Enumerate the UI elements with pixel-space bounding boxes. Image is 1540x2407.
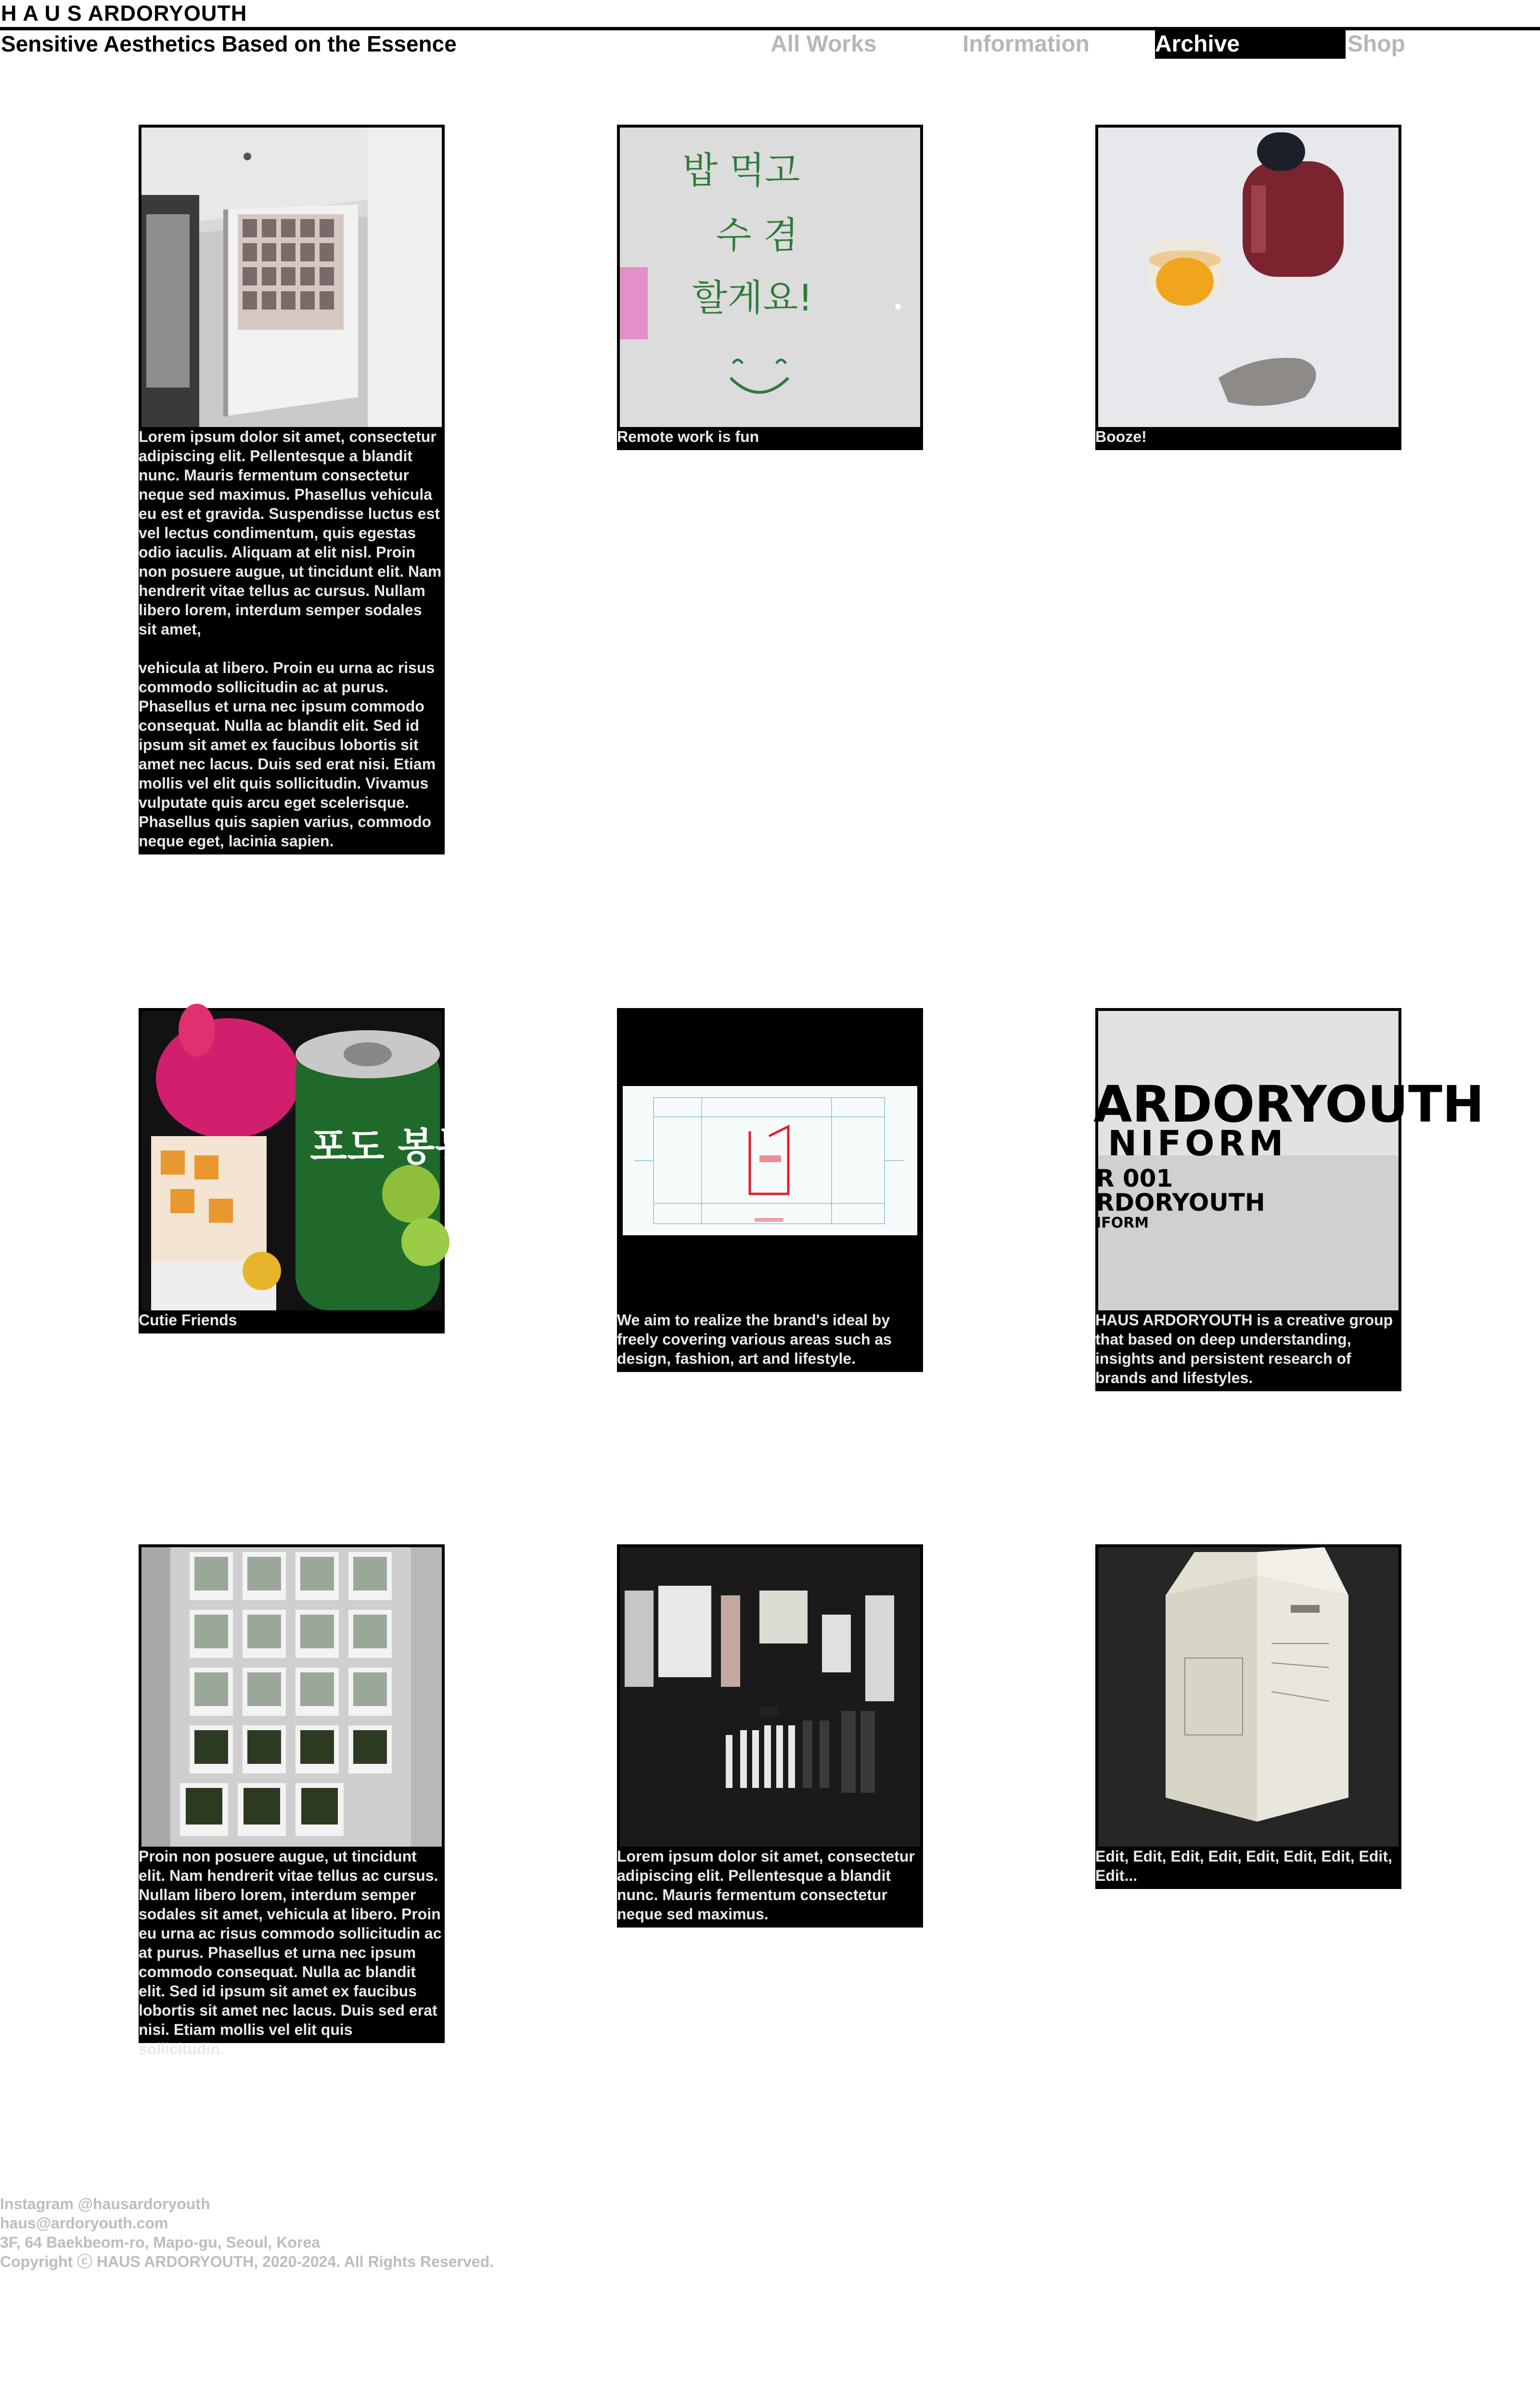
caption-paragraph: Proin non posuere augue, ut tincidunt elit. Nam hendrerit vitae tellus ac cursus. Nullam libero lorem, interdum semper sodales sit amet, vehicula at libero. Proin eu urna ac risus commodo sollicitudin ac at purus. Phasellus et urna nec ipsum commodo consequat. Nulla ac blandit elit. Sed id ipsum sit amet ex faucibus lobortis sit amet nec lacus. Duis sed erat nisi. Etiam mollis vel elit quis sollicitudin.: [139, 1848, 442, 2058]
poster-line-4: RDORYOUTH: [1096, 1189, 1265, 1216]
poster-line-2: NIFORM: [1108, 1123, 1287, 1164]
plush-and-can-photo: [141, 1011, 472, 1310]
handwritten-note-photo: [620, 128, 920, 427]
caption-paragraph: Edit, Edit, Edit, Edit, Edit, Edit, Edit, Edit, Edit...: [1095, 1848, 1392, 1884]
nav-archive[interactable]: Archive: [1155, 30, 1346, 59]
archive-card-3[interactable]: [1095, 125, 1401, 450]
card-caption: [1095, 1310, 1399, 1387]
card-caption: [617, 427, 920, 446]
email-link[interactable]: haus@ardoryouth.com: [0, 2214, 168, 2232]
card-caption: [1095, 1847, 1399, 1885]
card-caption: [139, 1310, 442, 1330]
nav-information[interactable]: Information: [962, 31, 1090, 57]
stationery-flatlay-photo: [620, 1547, 920, 1847]
poster-line-5: IFORM: [1096, 1215, 1149, 1231]
archive-card-8[interactable]: [617, 1544, 923, 1928]
slide-sheet-photo: [141, 1547, 442, 1847]
caption-paragraph: We aim to realize the brand's ideal by freely covering various areas such as design, fashion, art and lifestyle.: [617, 1311, 892, 1367]
archive-card-2[interactable]: [617, 125, 923, 450]
address-text: 3F, 64 Baekbeom-ro, Mapo-gu, Seoul, Korea: [0, 2234, 321, 2251]
nav-shop[interactable]: Shop: [1348, 31, 1405, 57]
instagram-link[interactable]: Instagram @hausardoryouth: [0, 2195, 210, 2213]
caption-paragraph: Remote work is fun: [617, 428, 759, 445]
caption-paragraph: vehicula at libero. Proin eu urna ac risus commodo sollicitudin ac at purus. Phasellus et urna nec ipsum commodo consequat. Nulla ac blandit elit. Sed id ipsum sit amet ex faucibus lobortis sit amet nec lacus. Duis sed erat nisi. Etiam mollis vel elit quis sollicitudin. Vivamus vulputate quis arcu eget scelerisque. Phasellus quis sapien varius, commodo neque eget, lacinia sapien.: [139, 659, 436, 850]
caption-paragraph: Lorem ipsum dolor sit amet, consectetur adipiscing elit. Pellentesque a blandit nunc. Mauris fermentum consectetur neque sed maximus. Phasellus vehicula eu est et gravida. Suspendisse luctus est vel lectus condimentum, quis egestas odio iaculis. Aliquam at elit nisl. Proin non posuere augue, ut tincidunt elit. Nam hendrerit vitae tellus ac cursus. Nullam libero lorem, interdum semper sodales sit amet,: [139, 428, 442, 638]
caption-paragraph: Cutie Friends: [139, 1311, 237, 1329]
can-label: 포도 봉봉: [310, 1125, 472, 1169]
caption-paragraph: Booze!: [1095, 428, 1147, 445]
copyright-text: Copyright ⓒ HAUS ARDORYOUTH, 2020-2024. All Rights Reserved.: [0, 2253, 494, 2270]
card-caption: [617, 1310, 920, 1368]
caption-paragraph: HAUS ARDORYOUTH is a creative group that based on deep understanding, insights and persistent research of brands and lifestyles.: [1095, 1311, 1393, 1386]
card-caption: [617, 1847, 920, 1924]
brand-logo[interactable]: H A U S ARDORYOUTH: [1, 1, 247, 26]
archive-card-9[interactable]: [1095, 1544, 1401, 1889]
site-tagline: Sensitive Aesthetics Based on the Essence: [1, 31, 457, 56]
archive-card-1[interactable]: [139, 125, 445, 854]
note-line-2: 수 겸: [716, 214, 798, 257]
poster-line-3: R 001: [1096, 1165, 1173, 1192]
bottle-photo: [1098, 128, 1399, 427]
card-caption: [139, 1847, 442, 2058]
note-line-1: 밥 먹고: [682, 149, 800, 192]
archive-card-4[interactable]: [139, 1008, 472, 1333]
nav-all-works[interactable]: All Works: [770, 31, 877, 57]
note-line-3: 할게요!: [692, 276, 813, 319]
poster-line-1: ARDORYOUTH: [1093, 1075, 1485, 1134]
gallery-photo: [141, 128, 442, 427]
card-caption: [139, 427, 442, 851]
archive-card-6[interactable]: [1093, 1008, 1485, 1391]
archive-card-5[interactable]: [617, 1008, 923, 1372]
package-box-photo: [1098, 1547, 1399, 1847]
floor-plan-image: [620, 1011, 920, 1310]
archive-card-7[interactable]: [139, 1544, 445, 2058]
card-caption: [1095, 427, 1399, 446]
uniform-poster-image: [1093, 1011, 1485, 1310]
caption-paragraph: Lorem ipsum dolor sit amet, consectetur adipiscing elit. Pellentesque a blandit nunc. Mauris fermentum consectetur neque sed maximus.: [617, 1848, 915, 1923]
site-footer: [0, 2194, 494, 2271]
